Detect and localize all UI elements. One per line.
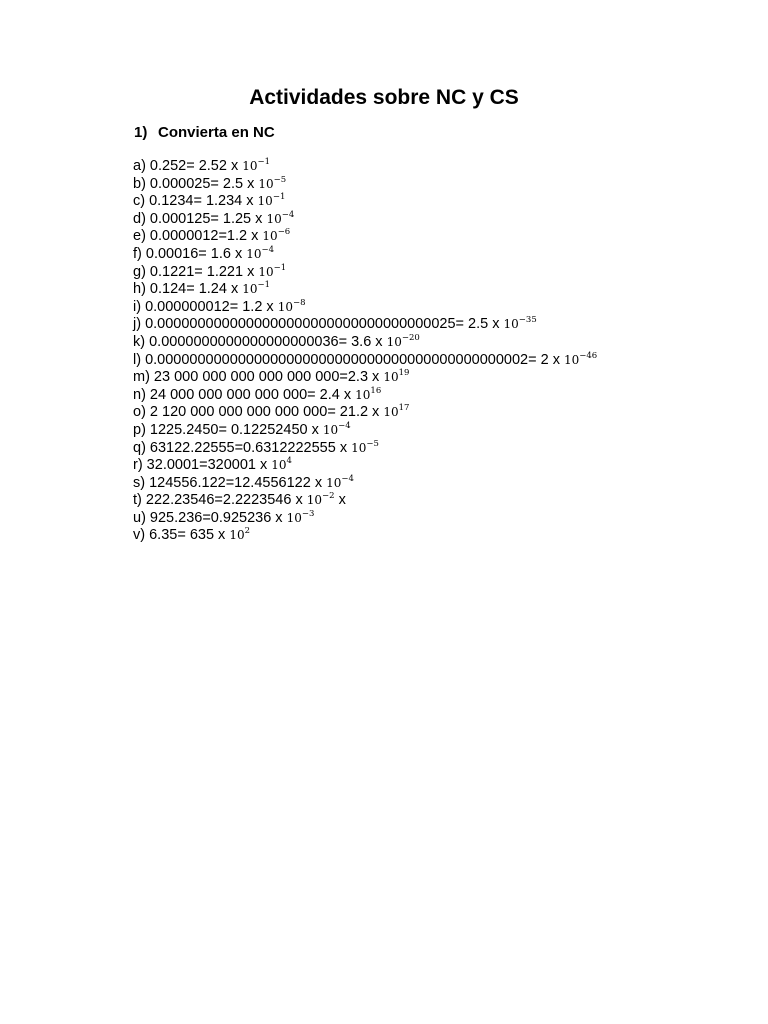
section-number: 1) [134, 124, 148, 141]
exercise-item [133, 281, 597, 299]
power-exponent: 2 [244, 526, 251, 537]
exercise-item [133, 299, 597, 317]
power-base: 10 [351, 440, 367, 455]
power-base: 10 [286, 510, 302, 525]
power-exponent: −1 [257, 157, 271, 167]
exercise-text: l) 0.0000000000000000000000000000000000000000000002= 2 x [133, 351, 564, 368]
power-base: 10 [246, 246, 262, 261]
power-of-ten [383, 405, 409, 419]
power-of-ten [258, 174, 287, 191]
exercise-item [133, 457, 597, 475]
power-of-ten [286, 508, 315, 525]
power-of-ten [258, 262, 287, 279]
power-exponent: 16 [370, 385, 382, 396]
exercise-item [133, 440, 597, 458]
power-exponent: 17 [398, 403, 410, 414]
power-base: 10 [503, 317, 519, 332]
power-base: 10 [266, 211, 282, 226]
power-exponent: −1 [257, 280, 271, 291]
power-exponent: −8 [293, 297, 306, 308]
exercise-item [133, 158, 597, 176]
power-base: 10 [258, 264, 274, 279]
exercise-suffix: x [334, 492, 346, 509]
power-exponent: −4 [341, 473, 354, 484]
power-base: 10 [564, 352, 580, 367]
page-title: Actividades sobre NC y CS [249, 86, 519, 109]
exercise-text: i) 0.000000012= 1.2 x [133, 298, 278, 315]
power-base: 10 [277, 299, 293, 314]
power-of-ten [266, 209, 295, 226]
section-heading-text: Convierta en NC [158, 124, 275, 141]
exercise-text: d) 0.000125= 1.25 x [133, 210, 267, 227]
power-of-ten [351, 438, 379, 455]
exercise-item [133, 369, 597, 387]
exercise-text: a) 0.252= 2.52 x [133, 158, 243, 174]
power-exponent: −4 [338, 420, 351, 431]
power-base: 10 [383, 405, 399, 420]
power-exponent: 4 [286, 456, 292, 467]
exercise-text: c) 0.1234= 1.234 x [133, 193, 258, 210]
power-base: 10 [242, 159, 258, 173]
power-exponent: −6 [277, 227, 291, 238]
exercise-text: g) 0.1221= 1.221 x [133, 263, 259, 280]
exercise-item [133, 264, 597, 282]
exercise-text: k) 0.0000000000000000000036= 3.6 x [133, 333, 387, 350]
power-base: 10 [383, 370, 399, 385]
exercise-text: b) 0.000025= 2.5 x [133, 175, 259, 192]
power-base: 10 [386, 334, 402, 349]
power-of-ten [277, 297, 306, 314]
power-of-ten [326, 473, 354, 490]
power-of-ten [262, 229, 290, 243]
power-exponent: −2 [322, 491, 335, 502]
exercise-text: v) 6.35= 635 x [133, 527, 230, 544]
power-of-ten [322, 420, 351, 437]
power-of-ten [242, 282, 270, 296]
power-of-ten [386, 332, 420, 349]
exercise-item [133, 193, 597, 211]
power-exponent: −4 [261, 244, 275, 255]
exercise-item [133, 211, 597, 229]
exercise-item [133, 404, 597, 422]
power-of-ten [307, 493, 335, 507]
power-base: 10 [306, 493, 323, 508]
exercise-text: q) 63122.22555=0.6312222555 x [133, 439, 352, 456]
exercise-list [133, 158, 597, 545]
exercise-text: t) 222.23546=2.2223546 x [133, 492, 307, 509]
power-base: 10 [262, 229, 278, 244]
power-of-ten [258, 194, 286, 208]
exercise-item [133, 316, 597, 334]
exercise-item [133, 510, 597, 528]
exercise-text: e) 0.0000012=1.2 x [133, 228, 263, 245]
exercise-text: u) 925.236=0.925236 x [133, 509, 287, 526]
power-base: 10 [326, 475, 342, 490]
exercise-text: o) 2 120 000 000 000 000 000= 21.2 x [133, 404, 384, 421]
power-exponent: 19 [398, 368, 410, 379]
exercise-text: f) 0.00016= 1.6 x [133, 245, 247, 262]
exercise-item [133, 352, 597, 370]
power-exponent: −5 [366, 438, 379, 449]
power-base: 10 [322, 422, 339, 437]
power-exponent: −20 [401, 332, 420, 343]
power-of-ten [504, 317, 537, 331]
exercise-item [133, 475, 597, 493]
power-exponent: −1 [272, 192, 286, 203]
exercise-item [133, 387, 597, 405]
power-base: 10 [355, 387, 371, 402]
power-exponent: −3 [301, 508, 315, 519]
power-of-ten [383, 370, 409, 384]
power-base: 10 [257, 194, 273, 209]
exercise-text: m) 23 000 000 000 000 000 000=2.3 x [133, 369, 384, 386]
power-exponent: −35 [518, 315, 537, 326]
power-of-ten [229, 528, 250, 542]
power-base: 10 [258, 176, 274, 191]
exercise-item [133, 492, 597, 510]
power-of-ten [246, 244, 275, 261]
power-exponent: −46 [579, 350, 598, 361]
power-of-ten [355, 385, 382, 402]
power-base: 10 [271, 458, 287, 473]
power-of-ten [242, 159, 270, 173]
exercise-item [133, 527, 597, 545]
power-of-ten [564, 350, 598, 367]
exercise-text: r) 32.0001=320001 x [133, 457, 272, 474]
power-of-ten [271, 458, 292, 472]
section-heading [134, 123, 275, 143]
power-exponent: −5 [273, 174, 287, 185]
exercise-item [133, 176, 597, 194]
power-exponent: −1 [273, 262, 287, 273]
exercise-text: h) 0.124= 1.24 x [133, 281, 243, 298]
power-base: 10 [242, 282, 258, 297]
exercise-item [133, 246, 597, 264]
exercise-text: n) 24 000 000 000 000 000= 2.4 x [133, 386, 356, 403]
exercise-text: p) 1225.2450= 0.12252450 x [133, 421, 323, 438]
exercise-text: s) 124556.122=12.4556122 x [133, 474, 327, 491]
power-exponent: −4 [281, 209, 295, 220]
exercise-item [133, 422, 597, 440]
power-base: 10 [229, 528, 245, 543]
exercise-item [133, 228, 597, 246]
exercise-item [133, 334, 597, 352]
exercise-text: j) 0.0000000000000000000000000000000000025= 2.5 x [133, 316, 504, 333]
